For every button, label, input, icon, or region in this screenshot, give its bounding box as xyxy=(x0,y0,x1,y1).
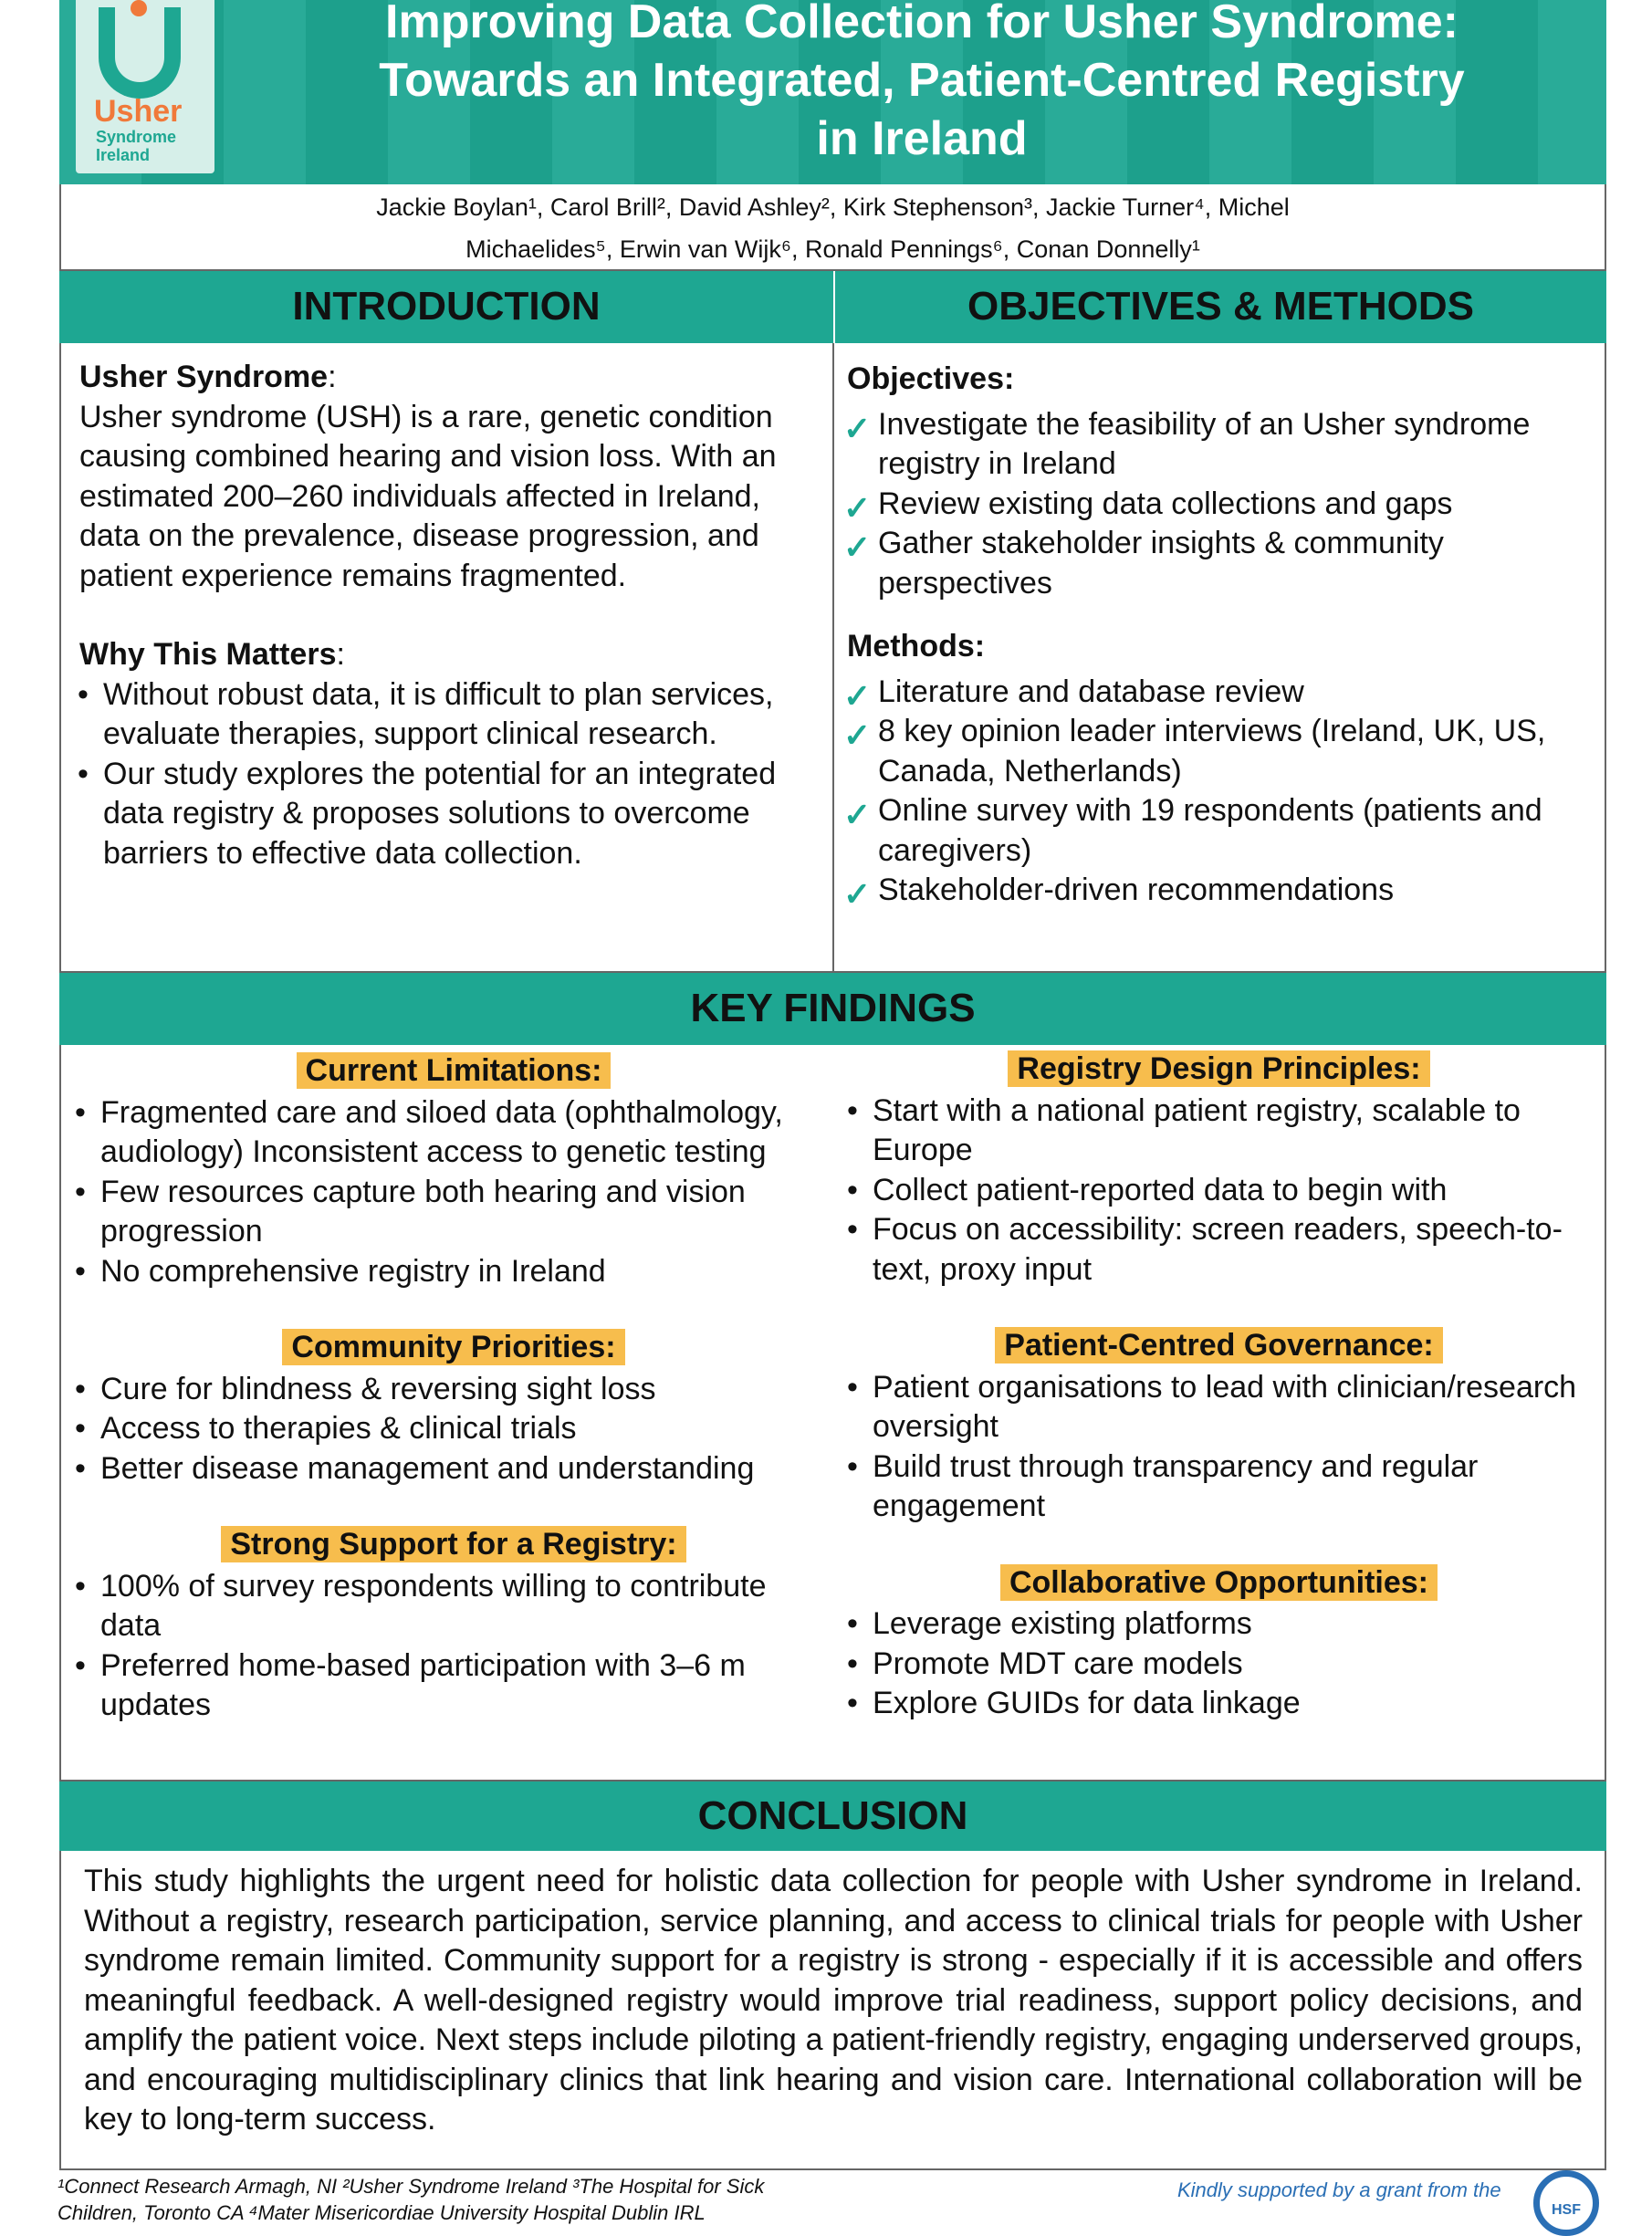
support-note: Kindly supported by a grant from the xyxy=(1177,2179,1501,2201)
list-item: • Without robust data, it is difficult to plan services, evaluate therapies, support clinical research. xyxy=(78,675,810,755)
check-icon: ✓ xyxy=(843,875,872,913)
conclusion-heading: CONCLUSION xyxy=(59,1781,1606,1851)
check-icon: ✓ xyxy=(843,676,872,715)
check-icon: ✓ xyxy=(843,409,872,447)
poster-title: Improving Data Collection for Usher Syndrome: Towards an Integrated, Patient-Centred Registry in Ireland xyxy=(379,0,1465,165)
affiliations: ¹Connect Research Armagh, NI ²Usher Syndrome Ireland ³The Hospital for Sick Children, Toronto CA ⁴Mater Misericordiae University Hospital Dublin IRL xyxy=(58,2175,765,2224)
conclusion-text: This study highlights the urgent need for holistic data collection for people with Usher syndrome in Ireland. Without a registry, research participation, service planning, and access to clinical trials for people with Usher syndrome remain limited. Community support for a registry is strong - especially if it is accessible and offers meaningful feedback. A well-designed registry would improve trial readiness, support policy decisions, and amplify the patient voice. Next steps include piloting a patient-friendly registry, engaging underserved groups, and encouraging multidisciplinary clinics that link hearing and vision care. International collaboration will be key to long-term success. xyxy=(84,1864,1583,2137)
objectives-body: Objectives: ✓ Investigate the feasibility of an Usher syndrome registry in Ireland ✓ Review existing data collections and gaps ✓ Gather stakeholder insights & community perspectives Methods: ✓ Literature and database review ✓ 8 key opinion leader interviews (Ireland, UK, US, Canada, Netherlands) ✓ Online survey with 19 respondents (patients and caregivers) ✓ Stakeholder-driven recommendations xyxy=(843,361,1546,913)
logo-word: Usher xyxy=(94,94,183,129)
check-icon: ✓ xyxy=(843,796,872,833)
usher-syndrome-ireland-logo xyxy=(76,0,214,173)
objectives-heading: OBJECTIVES & METHODS xyxy=(833,271,1606,343)
findings-right: Registry Design Principles: • Start with a national patient registry, scalable to Europe • Collect patient-reported data to begin with • Focus on accessibility: screen readers, speech-to-text, proxy input Patient-Centred Governance: • Patient organisations to lead with clinician/research oversight • Build trust through transparency and regular engagement Collaborative Opportunities: • Leverage existing platforms • Promote MDT care models • Explore GUIDs for data linkage xyxy=(847,1050,1591,1724)
findings-left: Current Limitations: • Fragmented care and siloed data (ophthalmology, audiology) Inconsistent access to genetic testing • Few resources capture both hearing and vision progression • No comprehensive registry in Ireland Community Priorities: • Cure for blindness & reversing sight loss • Access to therapies & clinical trials • Better disease management and understanding Strong Support for a Registry: • 100% of survey respondents willing to contribute data • Preferred home-based participation with 3–6 m updates xyxy=(75,1051,832,1726)
check-icon: ✓ xyxy=(843,528,872,566)
author-list: Jackie Boylan¹, Carol Brill², David Ashley², Kirk Stephenson³, Jackie Turner⁴, Michel Michaelides⁵, Erwin van Wijk⁶, Ronald Pennings⁶, Conan Donnelly¹ xyxy=(59,184,1606,271)
hsf-logo: HSF xyxy=(1533,2170,1599,2236)
logo-subtext: Syndrome Ireland xyxy=(96,128,177,164)
check-icon: ✓ xyxy=(843,716,872,754)
key-findings-heading: KEY FINDINGS xyxy=(59,973,1606,1045)
introduction-body: Usher Syndrome: Usher syndrome (USH) is a rare, genetic condition causing combined hearing and vision loss. With an estimated 200–260 individuals affected in Ireland, data on the prevalence, disease progression, and patient experience remains fragmented. Why This Matters: • Without robust data, it is difficult to plan services, evaluate therapies, support clinical research. • Our study explores the potential for an integrated data registry & proposes solutions to overcome barriers to effective data collection. xyxy=(79,358,810,873)
list-item: • Our study explores the potential for an integrated data registry & proposes solutions to overcome barriers to effective data collection. xyxy=(78,755,810,874)
check-icon: ✓ xyxy=(843,488,872,527)
introduction-heading: INTRODUCTION xyxy=(59,271,833,343)
